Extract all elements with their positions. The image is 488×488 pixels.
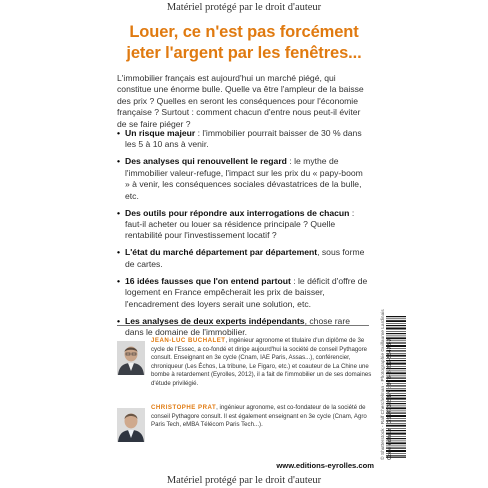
list-item-text: : le déficit d'offre de logement en France empêcherait les prix de baisser, l'encadrement des loyers serait une solution, etc. bbox=[125, 275, 368, 309]
bullet-icon: • bbox=[117, 128, 121, 138]
list-item-title: Un risque majeur bbox=[125, 128, 196, 138]
bullet-icon: • bbox=[117, 275, 121, 286]
author-photo-1 bbox=[117, 341, 145, 375]
list-item bbox=[117, 276, 369, 310]
list-item-title: 16 idées fausses que l'on entend partout bbox=[125, 275, 291, 286]
author-portrait-icon bbox=[117, 408, 145, 442]
list-item-text: , chose rare dans le domaine de l'immobilier. bbox=[125, 315, 350, 338]
author-name-2: CHRISTOPHE PRAT bbox=[151, 404, 217, 411]
author-block-1 bbox=[117, 337, 372, 389]
author-bio-1 bbox=[151, 337, 372, 389]
list-item-text: : l'immobilier pourrait baisser de 30 % dans les 5 à 10 ans à venir. bbox=[125, 128, 362, 150]
author-block-2 bbox=[117, 404, 372, 430]
list-item-title: L'état du marché département par département bbox=[125, 247, 318, 258]
list-item bbox=[117, 247, 369, 270]
author-description-1: , ingénieur agronome et titulaire d'un diplôme de 3e cycle de l'Essec, a co-fondé et dirige aujourd'hui la société de conseil Pythagore consult. Enseignant en 3e cycle (Cnam, IAE Paris, Assas...), conférencier, chroniqueur (Les Échos, La tribune, Le Figaro, etc.) et coauteur de La Chine une bombe à retardement (Eyrolles, 2012), il a fait de l'immobilier un de ses domaines d'étude privilégié. bbox=[151, 337, 372, 387]
photo-credit: © Shutterstock - Ralf Cherchelman - Photographie Guillaume Lardinais bbox=[381, 309, 386, 460]
bullet-icon: • bbox=[117, 207, 121, 218]
list-item-title: Des outils pour répondre aux interrogations de chacun bbox=[125, 207, 350, 218]
author-portrait-icon bbox=[117, 341, 145, 375]
bullet-icon: • bbox=[117, 247, 121, 258]
publisher-website: www.editions-eyrolles.com bbox=[276, 461, 374, 470]
author-photo-2 bbox=[117, 408, 145, 442]
section-divider bbox=[117, 325, 369, 326]
bullet-icon: • bbox=[117, 156, 121, 167]
list-item-text: : faut-il acheter ou louer sa résidence principale ? Quelle rentabilité pour l'investissement locatif ? bbox=[125, 207, 355, 241]
isbn-code: Code éditeur : G55473 ISBN : 978-2-212-55473-7 bbox=[387, 338, 393, 460]
headline bbox=[98, 22, 390, 64]
copyright-watermark-top: Matériel protégé par le droit d'auteur bbox=[166, 2, 322, 13]
list-item bbox=[117, 128, 369, 151]
list-item bbox=[117, 156, 369, 202]
intro-paragraph: L'immobilier français est aujourd'hui un marché piégé, qui constitue une énorme bulle. Quelle va être l'ampleur de la baisse des prix ? Quelles en seront les conséquences pour l'économie française ? Surtout : comment chacun d'entre nous peut-il éviter de se faire piéger ? bbox=[117, 73, 364, 129]
list-item bbox=[117, 316, 369, 339]
author-description-2: , ingénieur agronome, est co-fondateur de la société de conseil Pythagore consult. Il est également enseignant en 3e cycle (Cnam, Agro Paris Tech, eMBA Télécom Paris Tech...). bbox=[151, 404, 367, 429]
barcode bbox=[386, 316, 406, 460]
list-item-text: : le mythe de l'immobilier valeur-refuge, l'impact sur les prix du « papy-boom » à venir, les conséquences sociales dévastatrices de la bulle, etc. bbox=[125, 156, 363, 201]
feature-list bbox=[117, 128, 369, 344]
headline-line-1: Louer, ce n'est pas forcément bbox=[129, 23, 359, 41]
author-name-1: JEAN-LUC BUCHALET bbox=[151, 337, 226, 344]
list-item-title: Les analyses de deux experts indépendants bbox=[125, 315, 305, 326]
list-item-text: , sous forme de cartes. bbox=[125, 247, 365, 269]
author-bio-2 bbox=[151, 404, 372, 430]
list-item bbox=[117, 208, 369, 242]
bullet-icon: • bbox=[117, 315, 121, 326]
headline-line-2: jeter l'argent par les fenêtres... bbox=[126, 44, 362, 62]
list-item-title: Des analyses qui renouvellent le regard bbox=[125, 156, 287, 167]
copyright-watermark-bottom: Matériel protégé par le droit d'auteur bbox=[166, 475, 322, 486]
